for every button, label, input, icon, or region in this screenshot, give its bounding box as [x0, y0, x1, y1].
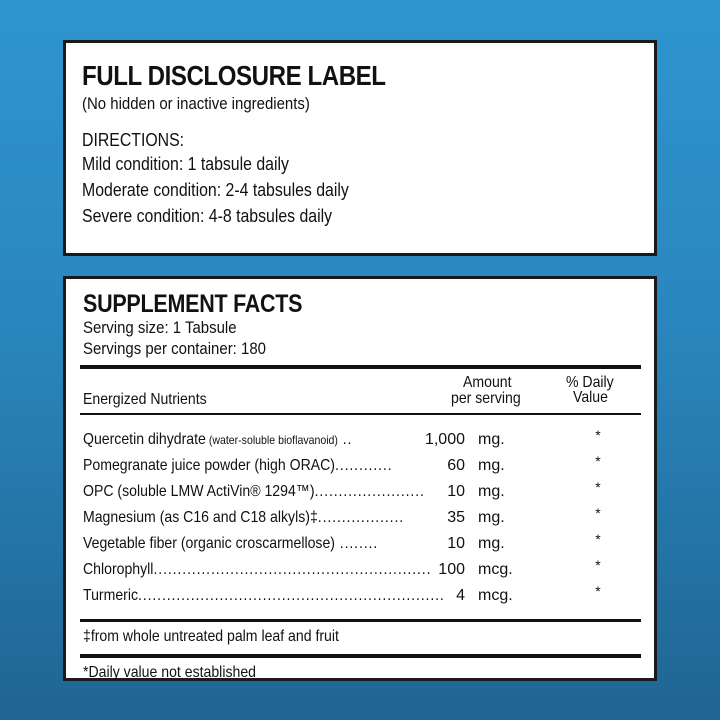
col-amount-line2: per serving [451, 390, 522, 407]
serving-size: Serving size: 1 Tabsule [83, 318, 237, 337]
table-row [83, 559, 638, 585]
nutrient-amount: 1,000 [424, 431, 465, 448]
nutrient-dv: * [595, 453, 601, 469]
table-row [83, 507, 638, 533]
leader-dots: ....................... [314, 483, 425, 500]
col-amount [431, 375, 551, 407]
nutrient-unit: mcg. [478, 561, 513, 578]
nutrient-table [83, 429, 638, 611]
nutrient-unit: mcg. [478, 587, 513, 604]
nutrient-amount: 10 [447, 483, 465, 500]
nutrient-dv: * [595, 557, 601, 573]
divider [80, 413, 641, 415]
nutrient-amount: 10 [447, 535, 465, 552]
nutrient-dv: * [595, 479, 601, 495]
leader-dots: .......................................................... [153, 561, 432, 578]
footnote-source: ‡from whole untreated palm leaf and fruit [83, 628, 339, 645]
table-row [83, 533, 638, 559]
nutrient-amount: 60 [447, 457, 465, 474]
nutrient-amount: 100 [438, 561, 465, 578]
nutrient-name: Chlorophyll [83, 561, 154, 578]
nutrient-amount: 35 [447, 509, 465, 526]
column-headers [83, 369, 638, 413]
direction-severe: Severe condition: 4-8 tabsules daily [82, 206, 333, 226]
nutrient-name: Turmeric [83, 587, 139, 604]
leader-dots: ........ [334, 535, 379, 552]
col-nutrients: Energized Nutrients [83, 391, 207, 408]
nutrient-name: Magnesium (as C16 and C18 alkyls)‡ [83, 509, 318, 526]
footnote-daily-value: *Daily value not established [83, 664, 256, 681]
nutrient-note: (water-soluble bioflavanoid) [205, 433, 338, 447]
col-amount-line1: Amount [463, 374, 512, 391]
table-row [83, 429, 638, 455]
direction-moderate: Moderate condition: 2-4 tabsules daily [82, 180, 349, 200]
table-row [83, 455, 638, 481]
col-daily-value [545, 375, 641, 405]
nutrient-unit: mg. [478, 431, 505, 448]
leader-dots: ............ [334, 457, 393, 474]
leader-dots: .. [337, 431, 353, 448]
nutrient-amount: 4 [456, 587, 465, 604]
nutrient-dv: * [595, 531, 601, 547]
disclosure-title: FULL DISCLOSURE LABEL [82, 60, 386, 91]
col-dv-line1: % Daily [565, 374, 614, 391]
facts-title: SUPPLEMENT FACTS [83, 290, 303, 318]
nutrient-unit: mg. [478, 535, 505, 552]
nutrient-unit: mg. [478, 483, 505, 500]
col-dv-line2: Value [573, 389, 609, 406]
leader-dots: .................. [317, 509, 405, 526]
nutrient-dv: * [595, 505, 601, 521]
nutrient-name: OPC (soluble LMW ActiVin® 1294™) [83, 483, 315, 500]
nutrient-unit: mg. [478, 457, 505, 474]
nutrient-dv: * [595, 427, 601, 443]
disclosure-subtitle: (No hidden or inactive ingredients) [82, 94, 310, 113]
table-row [83, 481, 638, 507]
supplement-facts-panel [63, 276, 657, 681]
disclosure-panel [63, 40, 657, 256]
nutrient-unit: mg. [478, 509, 505, 526]
nutrient-name: Vegetable fiber (organic croscarmellose) [83, 535, 335, 552]
nutrient-name: Pomegranate juice powder (high ORAC) [83, 457, 335, 474]
directions-heading: DIRECTIONS: [82, 130, 185, 150]
table-row [83, 585, 638, 611]
servings-per-container: Servings per container: 180 [83, 339, 266, 358]
leader-dots: ................................................................ [138, 587, 445, 604]
nutrient-name: Quercetin dihydrate [83, 431, 206, 448]
direction-mild: Mild condition: 1 tabsule daily [82, 154, 289, 174]
nutrient-dv: * [595, 583, 601, 599]
